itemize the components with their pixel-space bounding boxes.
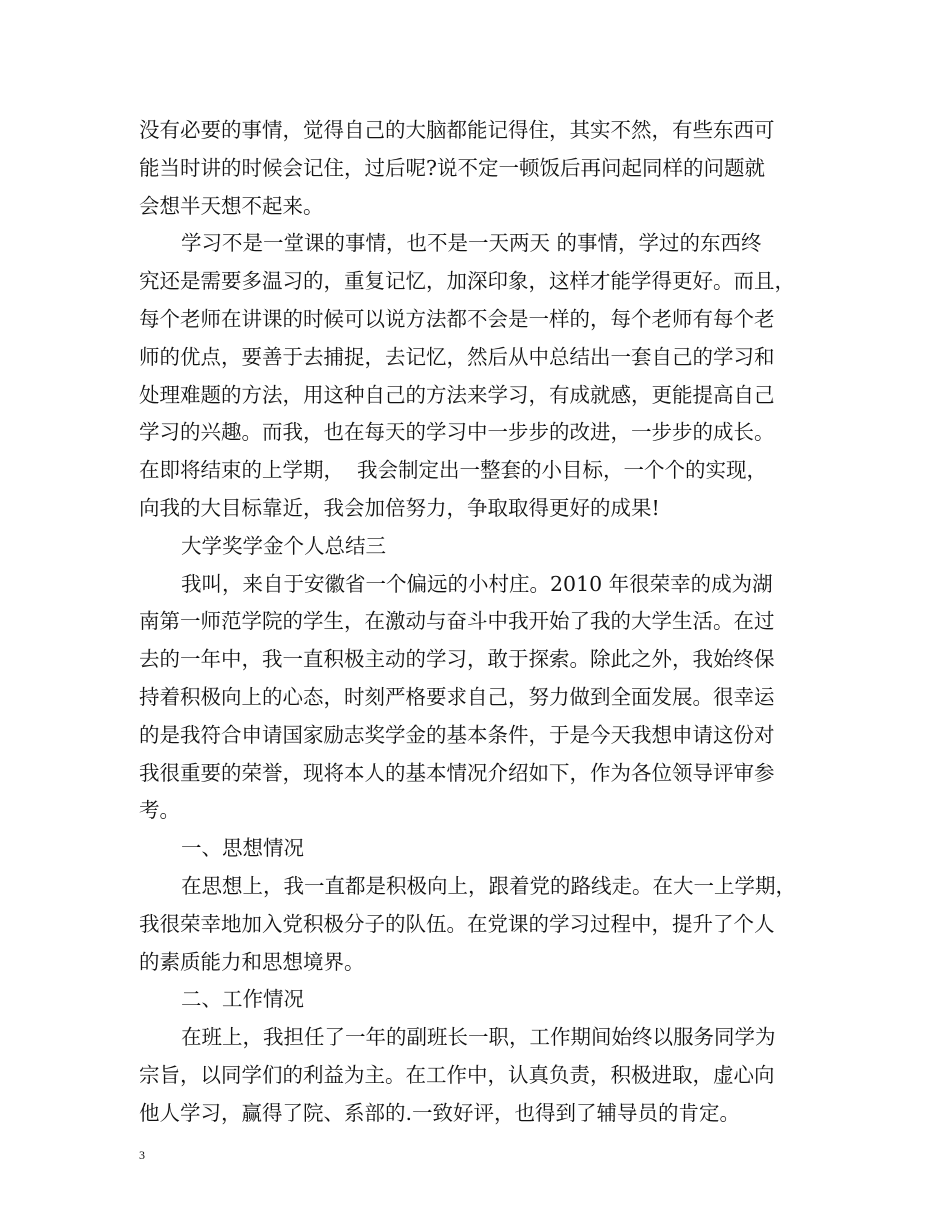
text-line-9: 学习的兴趣。而我，也在每天的学习中一步步的改进，一步步的成长。 bbox=[139, 420, 775, 445]
text-line-22: 我很荣幸地加入党积极分子的队伍。在党课的学习过程中，提升了个人 bbox=[139, 911, 775, 936]
text-line-26: 宗旨，以同学们的利益为主。在工作中，认真负责，积极进取，虚心向 bbox=[139, 1062, 775, 1087]
text-line-15: 去的一年中，我一直积极主动的学习，敢于探索。除此之外，我始终保 bbox=[139, 647, 775, 672]
text-line-2: 能当时讲的时候会记住，过后呢?说不定一顿饭后再问起同样的问题就 bbox=[139, 155, 765, 180]
text-line-10: 在即将结束的上学期， 我会制定出一整套的小目标，一个个的实现， bbox=[139, 458, 768, 483]
text-line-16: 持着积极向上的心态，时刻严格要求自己，努力做到全面发展。很幸运 bbox=[139, 684, 775, 709]
text-line-27: 他人学习，赢得了院、系部的.一致好评，也得到了辅导员的肯定。 bbox=[139, 1100, 741, 1125]
text-line-8: 处理难题的方法，用这种自己的方法来学习，有成就感，更能提高自己 bbox=[139, 382, 775, 407]
text-line-14: 南第一师范学院的学生，在激动与奋斗中我开始了我的大学生活。在过 bbox=[139, 609, 775, 634]
section-heading-summary-three: 大学奖学金个人总结三 bbox=[181, 533, 386, 558]
text-line-3: 会想半天想不起来。 bbox=[139, 193, 324, 218]
text-line-6: 每个老师在讲课的时候可以说方法都不会是一样的，每个老师有每个老 bbox=[139, 306, 775, 331]
text-line-7: 师的优点，要善于去捕捉，去记忆，然后从中总结出一套自己的学习和 bbox=[139, 344, 775, 369]
text-line-25: 在班上，我担任了一年的副班长一职，工作期间始终以服务同学为 bbox=[181, 1025, 776, 1050]
text-line-17: 的是我符合申请国家励志奖学金的基本条件，于是今天我想申请这份对 bbox=[139, 722, 775, 747]
page-number: 3 bbox=[139, 1148, 145, 1162]
text-line-4: 学习不是一堂课的事情，也不是一天两天 的事情，学过的东西终 bbox=[181, 231, 762, 256]
text-line-1: 没有必要的事情，觉得自己的大脑都能记得住，其实不然，有些东西可 bbox=[139, 118, 775, 142]
document-body bbox=[139, 112, 815, 1133]
section-heading-thought: 一、思想情况 bbox=[181, 836, 304, 861]
text-line-11: 向我的大目标靠近，我会加倍努力，争取取得更好的成果! bbox=[139, 495, 660, 520]
text-line-18: 我很重要的荣誉，现将本人的基本情况介绍如下，作为各位领导评审参 bbox=[139, 760, 775, 785]
text-line-19: 考。 bbox=[139, 798, 180, 823]
text-line-5: 究还是需要多温习的，重复记忆，加深印象，这样才能学得更好。而且， bbox=[139, 269, 795, 294]
text-line-21: 在思想上，我一直都是积极向上，跟着党的路线走。在大一上学期， bbox=[181, 873, 796, 898]
text-line-13: 我叫，来自于安徽省一个偏远的小村庄。2010 年很荣幸的成为湖 bbox=[181, 571, 773, 596]
section-heading-work: 二、工作情况 bbox=[181, 987, 304, 1012]
text-line-23: 的素质能力和思想境界。 bbox=[139, 949, 365, 974]
